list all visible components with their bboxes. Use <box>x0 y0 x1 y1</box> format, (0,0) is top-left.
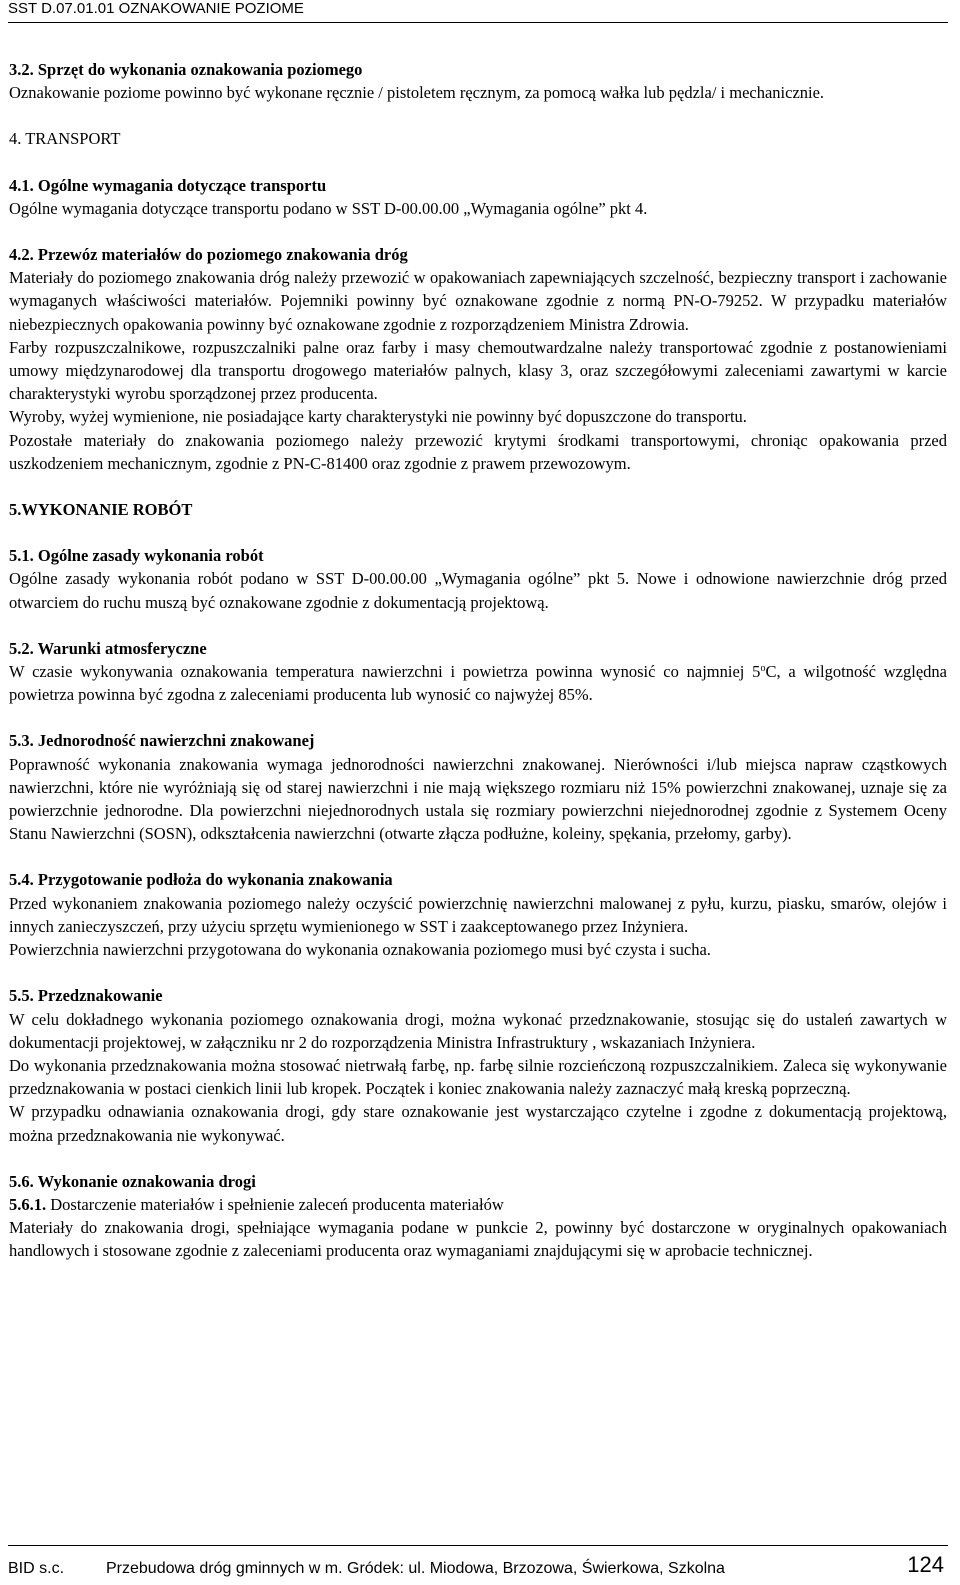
page-header <box>8 0 948 23</box>
paragraph: Do wykonania przedznakowania można stosować nietrwałą farbę, np. farbę silnie rozcieńczoną rozpuszczalnikiem. Zaleca się wykonywanie przedznakowania w postaci cienkich linii lub kropek. Początek i koniec znakowania należy zaznaczyć małą kreską poprzeczną. <box>9 1055 947 1099</box>
paragraph: Poprawność wykonania znakowania wymaga jednorodności nawierzchni znakowanej. Nierówności i/lub miejsca napraw cząstkowych nawierzchni, które nie wyróżniają się od starej nawierzchni i nie mają większego rozmiaru niż 15% powierzchni znakowanej, uznaje się za powierzchnie jednorodne. Dla powierzchni niejednorodnych ustala się rozmiary powierzchni niejednorodnej zgodnie z Systemem Oceny Stanu Nawierzchni (SOSN), odkształcenia nawierzchni (otwarte złącza podłużne, koleiny, spękania, przełomy, garby). <box>9 754 947 844</box>
paragraph: Przed wykonaniem znakowania poziomego należy oczyścić powierzchnię nawierzchni malowanej z pyłu, kurzu, piasku, smarów, olejów i innych zanieczyszczeń, przy użyciu sprzętu wymienionego w SST i zaakceptowanego przez Inżyniera. <box>9 893 947 936</box>
paragraph: Wyroby, wyżej wymienione, nie posiadające karty charakterystyki nie powinny być dopuszczone do transportu. <box>9 407 747 427</box>
section-heading-5-6: 5.6. Wykonanie oznakowania drogi <box>9 1171 256 1191</box>
paragraph: W celu dokładnego wykonania poziomego oznakowania drogi, można wykonać przedznakowanie, stosując się do ustaleń zawartych w dokumentacji projektowej, w załączniku nr 2 do rozporządzenia Ministra Infrastruktury , wskazaniach Inżyniera. <box>9 1009 947 1052</box>
paragraph <box>9 660 947 706</box>
section-heading-5-4: 5.4. Przygotowanie podłoża do wykonania znakowania <box>9 870 393 890</box>
subsection-heading-5-6-1 <box>9 1193 947 1216</box>
paragraph: Pozostałe materiały do znakowania poziomego należy przewozić krytymi środkami transportowymi, chroniąc opakowania przed uszkodzeniem mechanicznym, zgodnie z PN-C-81400 oraz zgodnie z prawem przewozowym. <box>9 430 947 473</box>
paragraph: Ogólne wymagania dotyczące transportu podano w SST D-00.00.00 „Wymagania ogólne” pkt 4. <box>9 198 648 218</box>
footer-company: BID s.c. <box>8 1560 65 1577</box>
section-heading-5-3: 5.3. Jednorodność nawierzchni znakowanej <box>9 731 315 751</box>
section-heading-5-1: 5.1. Ogólne zasady wykonania robót <box>9 546 264 566</box>
document-body <box>9 58 947 1263</box>
page-footer <box>8 1545 948 1580</box>
paragraph: Ogólne zasady wykonania robót podano w SST D-00.00.00 „Wymagania ogólne” pkt 5. Nowe i odnowione nawierzchnie dróg przed otwarciem do ruchu muszą być oznakowane zgodnie z dokumentacją projektową. <box>9 569 947 612</box>
section-heading-4-1: 4.1. Ogólne wymagania dotyczące transportu <box>9 175 327 195</box>
paragraph: Materiały do poziomego znakowania dróg należy przewozić w opakowaniach zapewniających szczelność, bezpieczny transport i zachowanie wymaganych właściwości materiałów. Pojemniki powinny być oznakowane zgodnie z normą PN-O-79252. W przypadku materiałów niebezpiecznych opakowania powinny być oznakowane zgodnie z rozporządzeniem Ministra Zdrowia. <box>9 268 947 334</box>
paragraph: W przypadku odnawiania oznakowania drogi, gdy stare oznakowanie jest wystarczająco czytelne i zgodne z dokumentacją projektową, można przedznakowania nie wykonywać. <box>9 1102 947 1145</box>
degree-superscript: o <box>760 663 766 675</box>
page-number: 124 <box>907 1552 944 1577</box>
section-heading-5-5: 5.5. Przedznakowanie <box>9 986 163 1006</box>
document-title: SST D.07.01.01 OZNAKOWANIE POZIOME <box>8 0 304 17</box>
footer-project: Przebudowa dróg gminnych w m. Gródek: ul. Miodowa, Brzozowa, Świerkowa, Szkolna <box>106 1560 725 1577</box>
section-heading-4: 4. TRANSPORT <box>9 129 121 149</box>
paragraph: Materiały do znakowania drogi, spełniające wymagania podane w punkcie 2, powinny być dostarczone w oryginalnych opakowaniach handlowych i stosowane zgodnie z zaleceniami producenta oraz wymaganiami znajdującymi się w aprobacie technicznej. <box>9 1218 947 1261</box>
section-heading-3-2: 3.2. Sprzęt do wykonania oznakowania poziomego <box>9 60 363 79</box>
subsection-number: 5.6.1. <box>9 1194 47 1214</box>
section-heading-4-2: 4.2. Przewóz materiałów do poziomego znakowania dróg <box>9 245 408 265</box>
paragraph: Farby rozpuszczalnikowe, rozpuszczalniki palne oraz farby i masy chemoutwardzalne należy transportować zgodnie z postanowieniami umowy międzynarodowej dla transportu drogowego materiałów palnych, klasy 3, oraz szczegółowymi zaleceniami zawartymi w karcie charakterystyki wyrobu sporządzonej przez producenta. <box>9 337 947 404</box>
section-heading-5: 5.WYKONANIE ROBÓT <box>9 500 193 520</box>
paragraph-text: W czasie wykonywania oznakowania temperatura nawierzchni i powietrza powinna wynosić co najmniej 5 <box>9 662 761 682</box>
paragraph-text: C, a wilgotność względna powietrza powinna być zgodna z zaleceniami producenta lub wynosić co najwyżej 85%. <box>9 662 947 705</box>
paragraph: Powierzchnia nawierzchni przygotowana do wykonania oznakowania poziomego musi być czysta i sucha. <box>9 940 711 960</box>
section-heading-5-2: 5.2. Warunki atmosferyczne <box>9 638 207 658</box>
subsection-title: Dostarczenie materiałów i spełnienie zaleceń producenta materiałów <box>46 1194 504 1214</box>
paragraph: Oznakowanie poziome powinno być wykonane ręcznie / pistoletem ręcznym, za pomocą wałka lub pędzla/ i mechanicznie. <box>9 83 825 103</box>
